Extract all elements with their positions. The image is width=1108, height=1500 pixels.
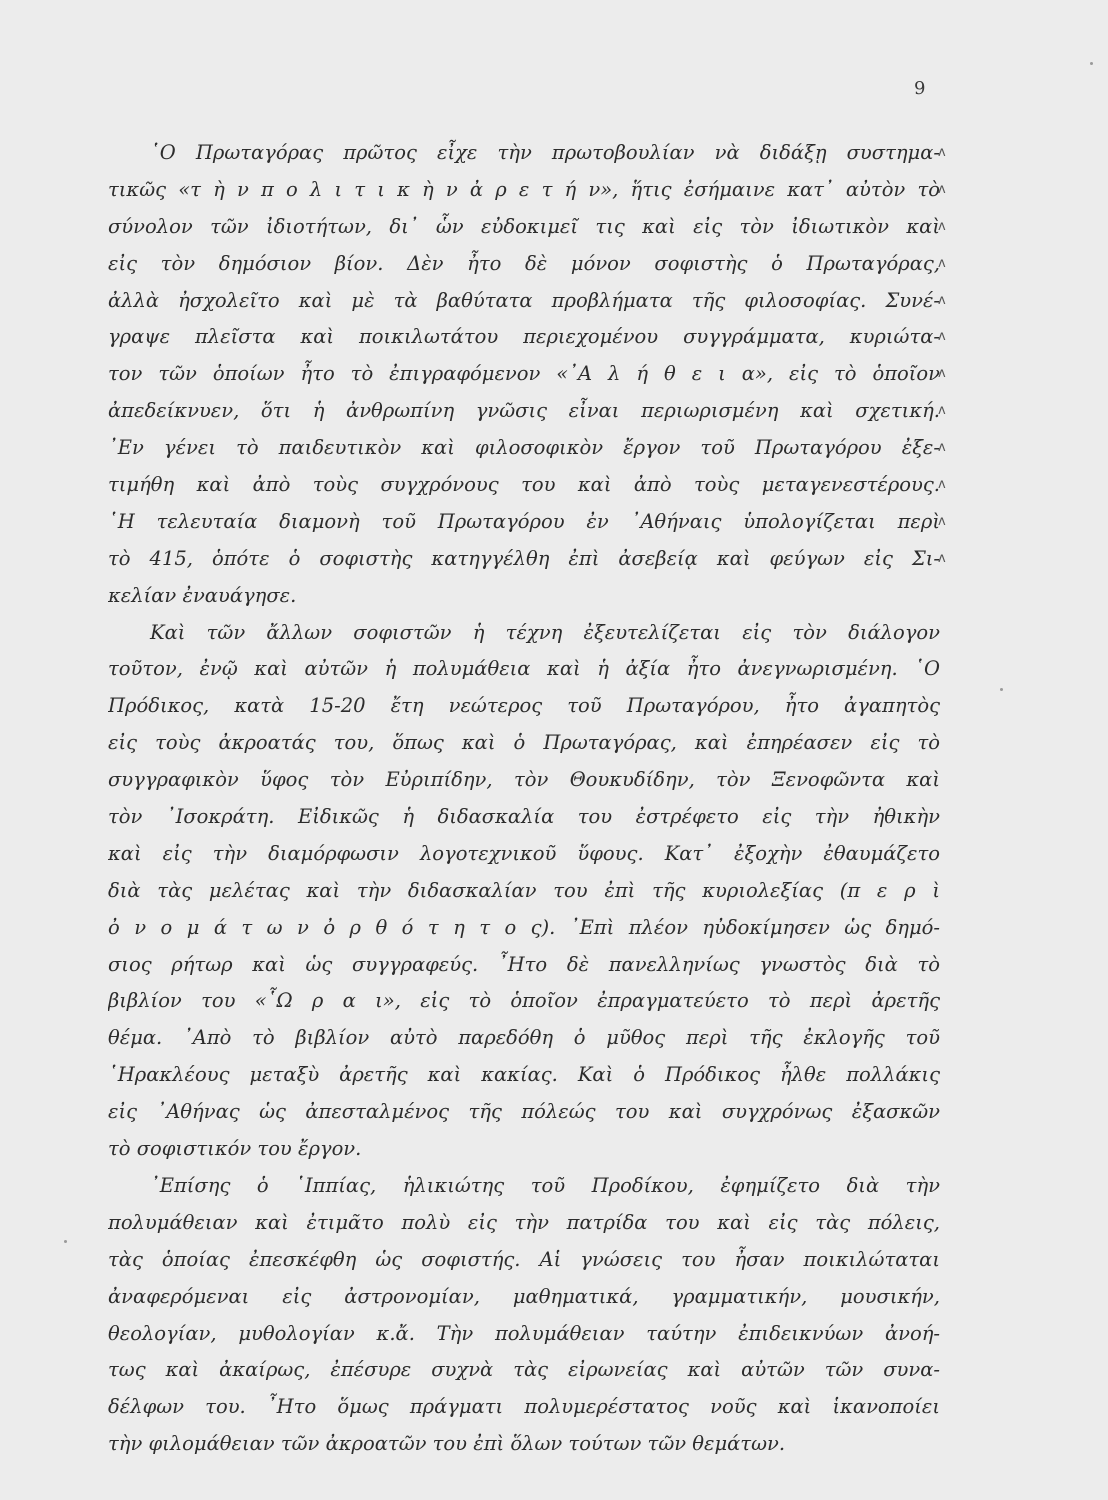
- text-line: ᾽Εν γένει τὸ παιδευτικὸν καὶ φιλοσοφικὸν ἔργον τοῦ Πρωταγόρου ἐξε-: [108, 436, 940, 460]
- text-line: ὀ ν ο μ ά τ ω ν ὀ ρ θ ό τ η τ ο ς). ᾽Επὶ πλέον ηὐδοκίμησεν ὡς δημό-: [108, 915, 940, 939]
- margin-mark: [938, 578, 966, 615]
- text-line: δέλφων του. ῏Ητο ὅμως πράγματι πολυμερέστατος νοῦς καὶ ἱκανοποίει: [108, 1395, 940, 1419]
- text-line: τὸν ᾽Ισοκράτη. Εἰδικῶς ἡ διδασκαλία του ἐστρέφετο εἰς τὴν ἠθικὴν: [108, 805, 940, 829]
- text-line: τὸ σοφιστικόν του ἔργον.: [108, 1137, 362, 1161]
- text-line: τοῦτον, ἐνῷ καὶ αὐτῶν ἡ πολυμάθεια καὶ ἡ ἀξία ἦτο ἀνεγνωρισμένη. ῾Ο: [108, 657, 940, 681]
- text-line: τον τῶν ὁποίων ἦτο τὸ ἐπιγραφόμενον «᾽Α λ ή θ ε ι α», εἰς τὸ ὁποῖον: [108, 362, 940, 386]
- text-line: γραψε πλεῖστα καὶ ποικιλωτάτου περιεχομένου συγγράμματα, κυριώτα-: [108, 325, 940, 349]
- margin-mark: ʌ: [938, 329, 946, 345]
- text-line: Καὶ τῶν ἄλλων σοφιστῶν ἡ τέχνη ἐξευτελίζεται εἰς τὸν διάλογον: [150, 620, 940, 644]
- paper-speck: [64, 1240, 67, 1243]
- text-line: τιμήθη καὶ ἀπὸ τοὺς συγχρόνους του καὶ ἀπὸ τοὺς μεταγενεστέρους.: [108, 473, 940, 497]
- text-line: πολυμάθειαν καὶ ἐτιμᾶτο πολὺ εἰς τὴν πατρίδα του καὶ εἰς τὰς πόλεις,: [108, 1210, 940, 1234]
- text-line: καὶ εἰς τὴν διαμόρφωσιν λογοτεχνικοῦ ὕφους. Κατ᾽ ἐξοχὴν ἐθαυμάζετο: [108, 841, 940, 865]
- text-line: ἀναφερόμεναι εἰς ἀστρονομίαν, μαθηματικά, γραμματικήν, μουσικήν,: [108, 1284, 940, 1308]
- margin-mark: ʌ: [938, 440, 946, 456]
- text-line: κελίαν ἐναυάγησε.: [108, 583, 297, 607]
- text-line: θεολογίαν, μυθολογίαν κ.ἄ. Τὴν πολυμάθειαν ταύτην ἐπιδεικνύων ἀνοή-: [108, 1321, 940, 1345]
- text-line: τως καὶ ἀκαίρως, ἐπέσυρε συχνὰ τὰς εἰρωνείας καὶ αὐτῶν τῶν συνα-: [108, 1358, 940, 1382]
- text-line: ῾Η τελευταία διαμονὴ τοῦ Πρωταγόρου ἐν ᾽Αθήναις ὑπολογίζεται περὶ: [108, 509, 940, 533]
- text-line: τὰς ὁποίας ἐπεσκέφθη ὡς σοφιστής. Αἱ γνώσεις του ἦσαν ποικιλώταται: [108, 1247, 940, 1271]
- text-line: σιος ρήτωρ καὶ ὡς συγγραφεύς. ῏Ητο δὲ πανελληνίως γνωστὸς διὰ τὸ: [108, 952, 940, 976]
- paper-speck: [1000, 688, 1003, 691]
- margin-mark: ʌ: [938, 255, 946, 271]
- text-line: ἀλλὰ ἠσχολεῖτο καὶ μὲ τὰ βαθύτατα προβλήματα τῆς φιλοσοφίας. Συνέ-: [108, 288, 940, 312]
- text-line: ᾽Επίσης ὁ ῾Ιππίας, ἡλικιώτης τοῦ Προδίκου, ἐφημίζετο διὰ τὴν: [150, 1173, 940, 1197]
- paper-speck: [1090, 62, 1093, 65]
- text-line: εἰς τοὺς ἀκροατάς του, ὅπως καὶ ὁ Πρωταγόρας, καὶ ἐπηρέασεν εἰς τὸ: [108, 731, 940, 755]
- margin-mark: ʌ: [938, 403, 946, 419]
- text-line: τὴν φιλομάθειαν τῶν ἀκροατῶν του ἐπὶ ὅλων τούτων τῶν θεμάτων.: [108, 1432, 786, 1456]
- margin-mark: ʌ: [938, 145, 946, 160]
- text-line: εἰς ᾽Αθήνας ὡς ἀπεσταλμένος τῆς πόλεώς του καὶ συγχρόνως ἐξασκῶν: [108, 1100, 940, 1124]
- paragraph: [108, 135, 940, 615]
- text-line: σύνολον τῶν ἰδιοτήτων, δι᾽ ὧν εὐδοκιμεῖ τις καὶ εἰς τὸν ἰδιωτικὸν καὶ: [108, 214, 940, 238]
- margin-mark: ʌ: [938, 292, 946, 308]
- margin-mark: ʌ: [938, 181, 946, 197]
- text-line: ἀπεδείκνυεν, ὅτι ἡ ἀνθρωπίνη γνῶσις εἶναι περιωρισμένη καὶ σχετική.: [108, 399, 940, 423]
- text-line: Πρόδικος, κατὰ 15-20 ἔτη νεώτερος τοῦ Πρωταγόρου, ἦτο ἀγαπητὸς: [108, 694, 940, 718]
- margin-mark: ʌ: [938, 550, 946, 566]
- text-line: τὸ 415, ὁπότε ὁ σοφιστὴς κατηγγέλθη ἐπὶ ἀσεβείᾳ καὶ φεύγων εἰς Σι-: [108, 546, 940, 570]
- margin-mark: ʌ: [938, 513, 946, 529]
- paragraph: [108, 615, 940, 1168]
- paragraph: [108, 1168, 940, 1463]
- margin-mark: ʌ: [938, 366, 946, 382]
- text-line: ῾Ο Πρωταγόρας πρῶτος εἶχε τὴν πρωτοβουλίαν νὰ διδάξῃ συστημα-: [150, 141, 940, 164]
- text-line: τικῶς «τ ὴ ν π ο λ ι τ ι κ ὴ ν ἀ ρ ε τ ή ν», ἥτις ἐσήμαινε κατ᾽ αὐτὸν τὸ: [108, 177, 940, 201]
- text-line: συγγραφικὸν ὕφος τὸν Εὐριπίδην, τὸν Θουκυδίδην, τὸν Ξενοφῶντα καὶ: [108, 768, 940, 792]
- margin-correction-marks: [938, 135, 966, 615]
- margin-mark: ʌ: [938, 477, 946, 493]
- text-line: ῾Ηρακλέους μεταξὺ ἀρετῆς καὶ κακίας. Καὶ ὁ Πρόδικος ἦλθε πολλάκις: [108, 1063, 940, 1087]
- text-line: διὰ τὰς μελέτας καὶ τὴν διδασκαλίαν του ἐπὶ τῆς κυριολεξίας (π ε ρ ὶ: [108, 878, 940, 902]
- text-line: βιβλίον του «῟Ω ρ α ι», εἰς τὸ ὁποῖον ἐπραγματεύετο τὸ περὶ ἀρετῆς: [108, 989, 940, 1013]
- page-number: 9: [914, 78, 926, 99]
- text-line: θέμα. ᾽Απὸ τὸ βιβλίον αὐτὸ παρεδόθη ὁ μῦθος περὶ τῆς ἐκλογῆς τοῦ: [108, 1026, 940, 1050]
- text-line: εἰς τὸν δημόσιον βίον. Δὲν ἦτο δὲ μόνον σοφιστὴς ὁ Πρωταγόρας,: [108, 251, 940, 275]
- body-text: [108, 135, 940, 1463]
- margin-mark: ʌ: [938, 218, 946, 234]
